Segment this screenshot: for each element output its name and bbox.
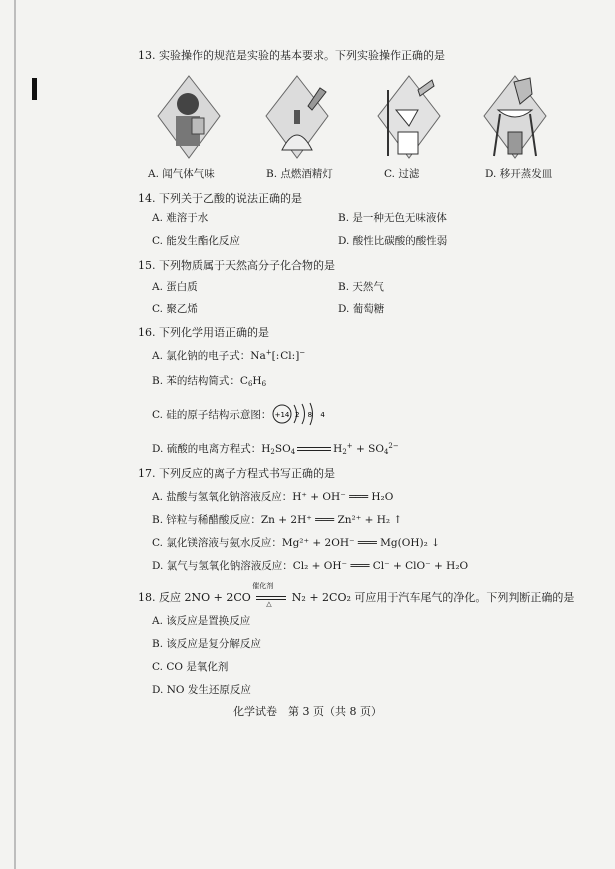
q13-option-b: B. 点燃酒精灯 — [266, 168, 333, 180]
q13-option-c: C. 过滤 — [384, 168, 420, 180]
q16-option-c: C. 硅的原子结构示意图： — [152, 409, 272, 421]
q14-option-a: A. 难溶于水 — [152, 212, 209, 224]
filtration-illustration — [374, 70, 444, 164]
q14-option-c: C. 能发生酯化反应 — [152, 235, 240, 247]
evaporating-dish-illustration — [480, 70, 550, 164]
q15-option-b: B. 天然气 — [338, 281, 384, 293]
q17-option-a: A. 盐酸与氢氧化钠溶液反应：H⁺ + OH⁻ ═══ H₂O — [152, 491, 394, 503]
q15-option-a: A. 蛋白质 — [152, 281, 198, 293]
q14-stem: 14. 下列关于乙酸的说法正确的是 — [138, 192, 302, 205]
q13-stem: 13. 实验操作的规范是实验的基本要求。下列实验操作正确的是 — [138, 49, 445, 62]
q17-option-c: C. 氯化镁溶液与氨水反应：Mg²⁺ + 2OH⁻ ═══ Mg(OH)₂ ↓ — [152, 537, 440, 549]
q13-option-d: D. 移开蒸发皿 — [485, 168, 553, 180]
q15-option-d: D. 葡萄糖 — [338, 303, 385, 315]
page-footer: 化学试卷 第 3 页（共 8 页） — [233, 705, 382, 718]
q18-option-c: C. CO 是氧化剂 — [152, 661, 229, 673]
q13-images — [150, 70, 530, 164]
smell-gas-illustration — [154, 70, 224, 164]
q18-stem: 18. 反应 2NO + 2CO 催化剂 △ N₂ + 2CO₂ 可应用于汽车尾气的净化。下列判断正确的是 — [138, 582, 575, 608]
nacl-electron-formula: Na+[:Cl:]− — [250, 348, 306, 362]
q15-option-c: C. 聚乙烯 — [152, 303, 198, 315]
scan-mark — [32, 78, 37, 100]
q18-option-d: D. NO 发生还原反应 — [152, 684, 251, 696]
q16-option-d: D. 硫酸的电离方程式：$H_2SO_4$ $H_2^+ + SO_4^{2-}$ — [152, 442, 399, 456]
q17-option-b: B. 锌粒与稀醋酸反应：Zn + 2H⁺ ═══ Zn²⁺ + H₂ ↑ — [152, 514, 403, 526]
reaction-arrow: 催化剂 △ — [254, 591, 288, 604]
atom-nucleus-label: +14 — [274, 411, 290, 419]
q17-option-d: D. 氯气与氢氧化钠溶液反应：Cl₂ + OH⁻ ═══ Cl⁻ + ClO⁻ + H₂O — [152, 560, 469, 572]
page-edge — [14, 0, 16, 869]
q13-option-a: A. 闻气体气味 — [148, 168, 215, 180]
atom-shell-electrons: 2 8 4 — [295, 411, 328, 419]
q14-option-d: D. 酸性比碳酸的酸性弱 — [338, 235, 448, 247]
q17-stem: 17. 下列反应的离子方程式书写正确的是 — [138, 467, 335, 480]
q18-option-a: A. 该反应是置换反应 — [152, 615, 251, 627]
q16-option-b: B. 苯的结构简式：$C_6H_6$ — [152, 375, 267, 388]
q15-stem: 15. 下列物质属于天然高分子化合物的是 — [138, 259, 335, 272]
q14-option-b: B. 是一种无色无味液体 — [338, 212, 447, 224]
alcohol-lamp-illustration — [262, 70, 332, 164]
q16-stem: 16. 下列化学用语正确的是 — [138, 326, 269, 339]
silicon-atom-diagram — [272, 402, 332, 426]
q18-option-b: B. 该反应是复分解反应 — [152, 638, 261, 650]
q16-option-a: A. 氯化钠的电子式：Na+[:Cl:]− — [152, 348, 306, 362]
equals-sign — [297, 447, 331, 451]
